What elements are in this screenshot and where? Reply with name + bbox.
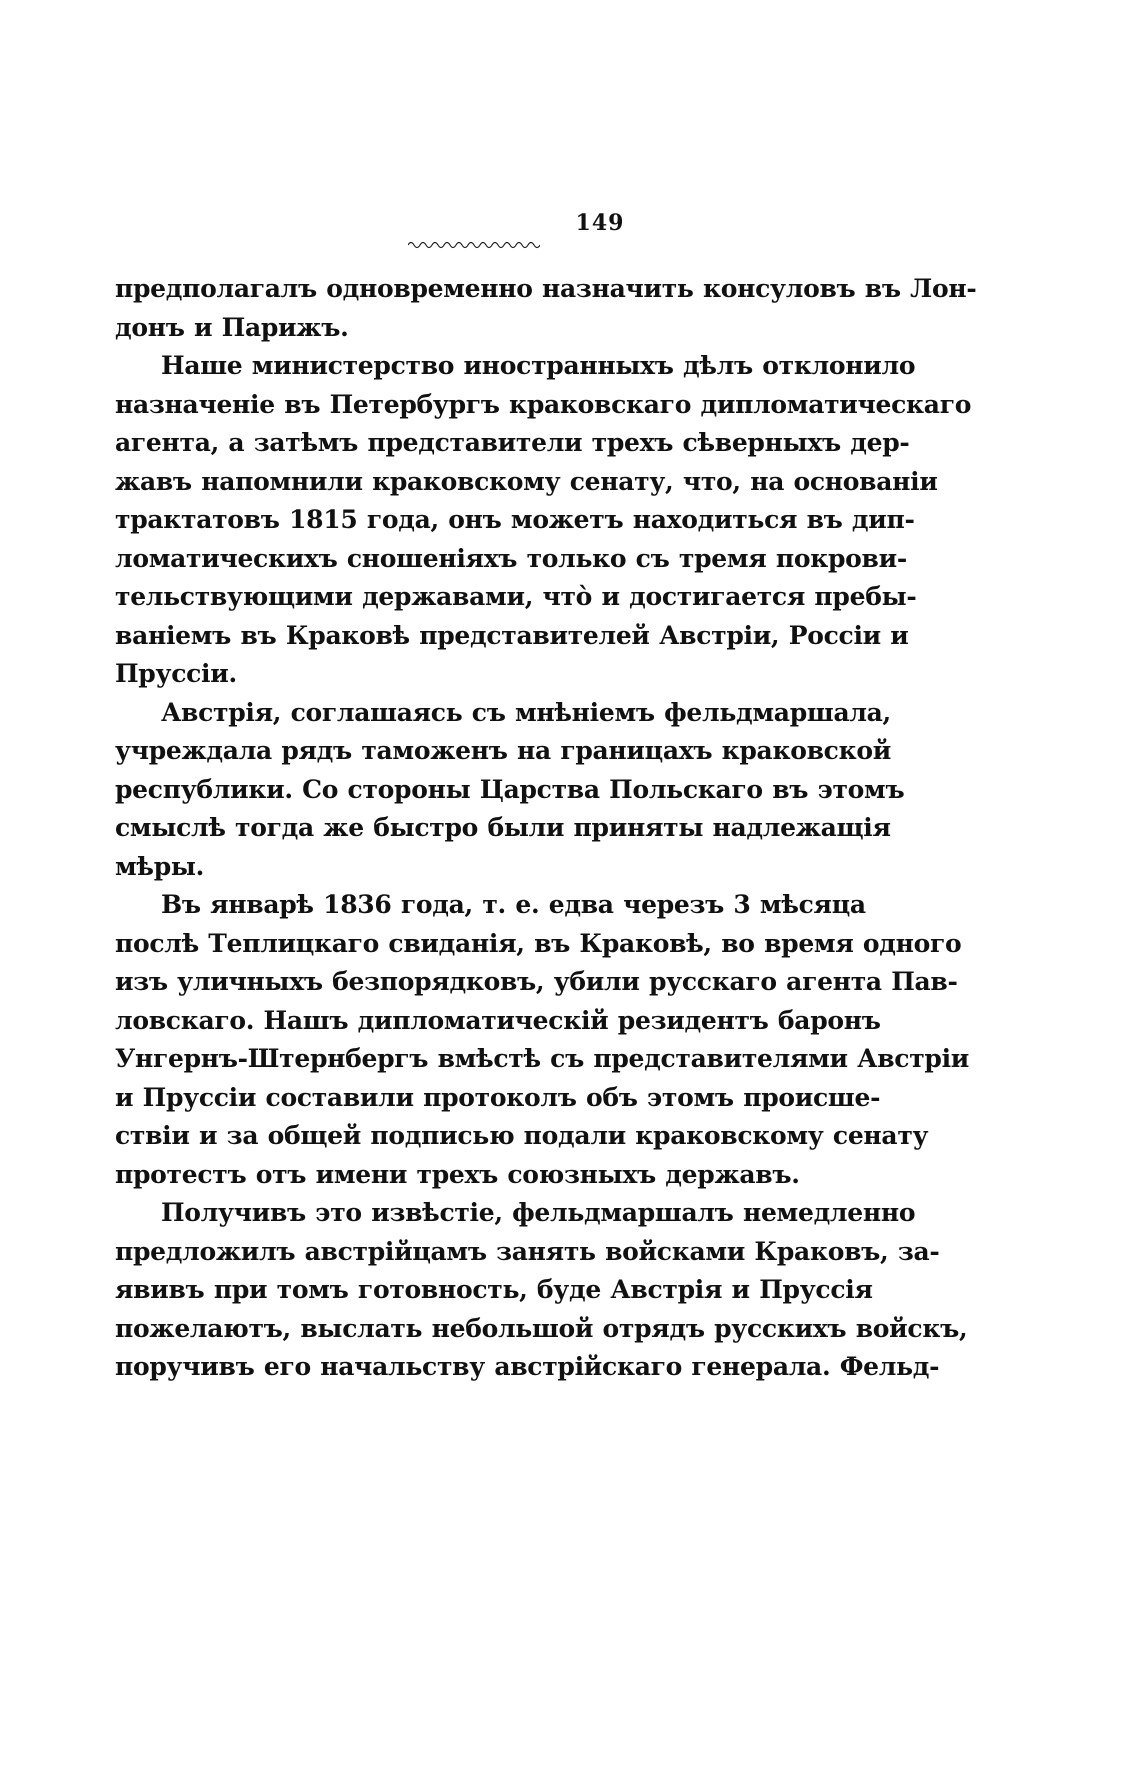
text-line: предполагалъ одновременно назначить консуловъ въ Лон-	[115, 274, 977, 303]
text-line: тельствующими державами, что̀ и достигается пребы-	[115, 582, 917, 611]
page-number: 149	[575, 210, 625, 236]
text-line: мѣры.	[115, 851, 205, 881]
text-line: Унгернъ-Штернбергъ вмѣстѣ съ представителями Австрiи	[115, 1044, 970, 1073]
text-line: поручивъ его начальству австрiйскаго генерала. Фельд-	[115, 1352, 940, 1381]
text-line: ломатическихъ сношенiяхъ только съ тремя покрови-	[115, 543, 907, 573]
paragraph-3	[115, 694, 905, 887]
text-line: трактатовъ 1815 года, онъ можетъ находиться въ дип-	[115, 505, 915, 534]
text-line: послѣ Теплицкаго свиданiя, въ Краковѣ, во время одного	[115, 928, 962, 958]
text-line: пожелаютъ, выслать небольшой отрядъ русскихъ войскъ,	[115, 1313, 968, 1343]
text-line: Въ январѣ 1836 года, т. е. едва черезъ 3 мѣсяца	[161, 890, 866, 919]
paragraph-2	[115, 347, 972, 694]
page-header	[0, 210, 1140, 236]
text-line: предложилъ австрiйцамъ занять войсками Краковъ, за-	[115, 1236, 940, 1266]
text-line: и Пруссiи составили протоколъ объ этомъ происше-	[115, 1082, 881, 1112]
text-line: изъ уличныхъ безпорядковъ, убили русскаго агента Пав-	[115, 967, 958, 996]
text-line: ловскаго. Нашъ дипломатическiй резидентъ баронъ	[115, 1005, 881, 1035]
text-line: учреждала рядъ таможенъ на границахъ краковской	[115, 736, 891, 765]
text-line: ванiемъ въ Краковѣ представителей Австрiи, Россiи и	[115, 620, 909, 650]
text-line: назначенiе въ Петербургъ краковскаго дипломатическаго	[115, 389, 972, 419]
text-line: Пруссiи.	[115, 659, 237, 688]
text-line: Австрiя, соглашаясь съ мнѣнiемъ фельдмаршала,	[161, 697, 891, 727]
text-line: смыслѣ тогда же быстро были приняты надлежащiя	[115, 813, 891, 842]
paragraph-1	[115, 270, 977, 347]
text-line: Получивъ это извѣстiе, фельдмаршалъ немедленно	[161, 1198, 916, 1227]
text-line: агента, а затѣмъ представители трехъ сѣверныхъ дер-	[115, 428, 910, 457]
text-line: ствiи и за общей подписью подали краковскому сенату	[115, 1121, 929, 1150]
text-line: протестъ отъ имени трехъ союзныхъ державъ.	[115, 1159, 800, 1189]
wavy-rule-ornament	[408, 240, 540, 250]
paragraph-4	[115, 886, 970, 1194]
text-line: явивъ при томъ готовность, буде Австрiя и Пруссiя	[115, 1275, 873, 1304]
text-line: жавъ напомнили краковскому сенату, что, на основанiи	[115, 466, 938, 496]
body-text	[115, 270, 977, 1387]
text-line: республики. Со стороны Царства Польскаго въ этомъ	[115, 774, 905, 804]
paragraph-5	[115, 1194, 968, 1387]
text-line: донъ и Парижъ.	[115, 312, 349, 342]
text-line: Наше министерство иностранныхъ дѣлъ отклонило	[161, 351, 916, 380]
